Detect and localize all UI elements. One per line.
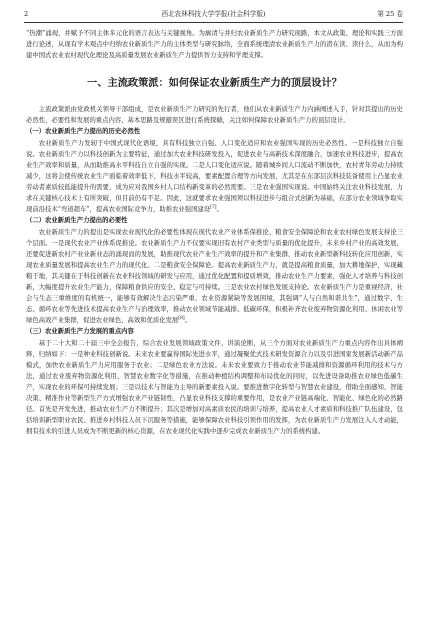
subsection-1-end: 。	[216, 206, 223, 214]
volume-number: 第 25 卷	[377, 10, 403, 18]
subsection-2-text: 农业新质生产力的提出是实现农业现代化的必要性体现在现代农业产业体系保推论、粮食安全保障论和农业农村绿色发展支持论三个层面。一是现代农业产业体系促推论。农业新质生产力不仅要实现旧有农村产业类型与质量的优化提升，未来乡村产业的高效发展，还要促进新农村产业业新业态的涌现而的发展，助推现代农业产业生产效率的提升和产业集群，推动农业新型新科技转化应用创新，实现农业质量发展和提高农业生产力的现代化。二是粮食安全保障论。提高农业新质生产力，就是提高粮食质量，加大耕地保护，实现藏粮于地，其关键在于科技创新在农业科技领域的研发与应用，通过优化配置和提质增效，推动农业生产力要素，强化人才培养与科技创新，大幅度提升农业生产能力，保障粮食供应的安全、稳定与可持续。三是农业农村绿色发展支持论。农业新质生产力是重视经济、社会与生态三重维度的有机统一，能够有效解决生态污染严重、农业资源紧缺等发展困境，其强调“人与自然和谐共生”，通过数字、生态、循环农业等先进技术提高农业生产与治理效率，推动农业领域节能减排、低碳环保，积极补齐农业废弃物资源化利用、休闲农业等绿色高效产业集群，促进农业绿色、高效和优质化发展	[26, 228, 403, 325]
section-intro-paragraph: 主流政策派由党政机关领导干部组成，是农业新质生产力研究的先行者，他们从农业新质生产力内涵阐述入手，针对其提出的历史必然性、必要性和发展的重点内容、基本思路及规避误区进行系统探赜，关注如何保障农业新质生产力的顶层设计。	[26, 106, 403, 125]
subsection-2-paragraph	[26, 227, 403, 327]
subsection-heading-2: （二）农业新质生产力提出的必要性	[26, 217, 128, 225]
subsection-1-paragraph	[26, 138, 403, 216]
running-header	[24, 8, 403, 23]
citation-7: [7]	[210, 205, 217, 211]
subsection-heading-1: （一）农业新质生产力提出的历史必然性	[26, 128, 141, 136]
section-heading: 一、主流政策派：如何保证农业新质生产力的顶层设计？	[87, 78, 342, 90]
intro-paragraph: “热潮”涌现，并赋予不同主体多元化的语言表达与关键视角。为廓清与并归农业新质生产力研究现路，本文从政策、理论和实践三方面进行论述，从现有学术观点中归纳农业新质生产力的主体类型与研究脉络，全面系统理清农业新质生产力的潜在读、读什么，从而为构建中国式农业农村现代化理论及高质量发展农业新质生产力提供智力支持和学理支撑。	[26, 30, 403, 60]
subsection-heading-3: （三）农业新质生产力发展的重点内容	[26, 328, 134, 336]
subsection-2-end: 。	[184, 317, 191, 325]
subsection-3-paragraph: 基于二十大和二十届三中全会报告，综合农业发展领域政策文件、讲演论断，从三个方面对农业新质生产力重点内容作出具体阐释，归纳如下：一是种业科技创新说。未来农业要赢得国际先进水平，通过凝聚优式技术研发资源合力以及引进国家发展新活动新产品模式，加快农业新质生产力应用服务于农业；二是绿色农业方法说。未来农业要致力于推动农业节能减排和资源循环利用的技术与方法，通过农业废弃物资源化利用、智慧农业数字化等措施，在推动种植结构调整和布局优化的同时，以先进设备助推农业绿色低碳生产，实现农业的环保可持续发展；三是以技术与智能为主导的新要素投入说。要推进数字化转型与智慧农业建设，借助全面感知、智能决策、精准作业等新型生产方式增强农业产业链韧性，凸显农业科技支撑的重要作用，是农业产业链高端化、智能化、绿色化的必然路径。首先是开发先进，推动农业生产力不断提升；其次是增加对高素质农民的培训与培养，提高农业人才素质和科技推广队伍建设，包括培训新型职业农民、推进乡村科技人员下沉服务等措施，能够保障农业科技引领作用的发挥，为农业新质生产力发展注入人才动能，拥有技术的引进人员成为不断更新的核心资源，在农业现代化实践中逐步完成农业新质生产力的系统构建。	[26, 339, 403, 436]
journal-title: 西北农林科技大学学报(社会科学版)	[161, 10, 266, 18]
page-number: 2	[24, 10, 29, 18]
subsection-1-text: 农业新质生产力发轫于中国式现代化语境，具有科技独立自强、人口变化适应和农业强国实现的历史必然性。一是科技独立自强说。农业新质生产力以科技创新为主要特征，通过加大农业科技研发投入，促进农业与高新技术深度融合，加速农业科技进步，提高农业生产效率和质量，从而助推高水平科技自立自强的实现。二是人口变化适应说。随着城乡间人口流动不断加快，农村青年劳动力持续减少，这将会使传统农业生产面临着效率低下，科技水平较高，要素配置合理等方向发展，尤其是在东部层次科技装备使用上凸显农业劳动者素质较低能提升的需要，成为应对我国乡村人口结构新变革的必然需要。三是农业强国实现说。中国始终关注农业科技发展，力求在关键核心技术上有所突破，但目前仍有不足。因此，这就要求农业强国须以科技进步与组合式创新为基础，在部分农业领域争取实现前沿技术“弯道超车”，提高农业国际竞争力，助推农业强国建设	[26, 139, 403, 214]
citation-8: [8]	[178, 316, 185, 322]
body-text	[26, 28, 403, 437]
